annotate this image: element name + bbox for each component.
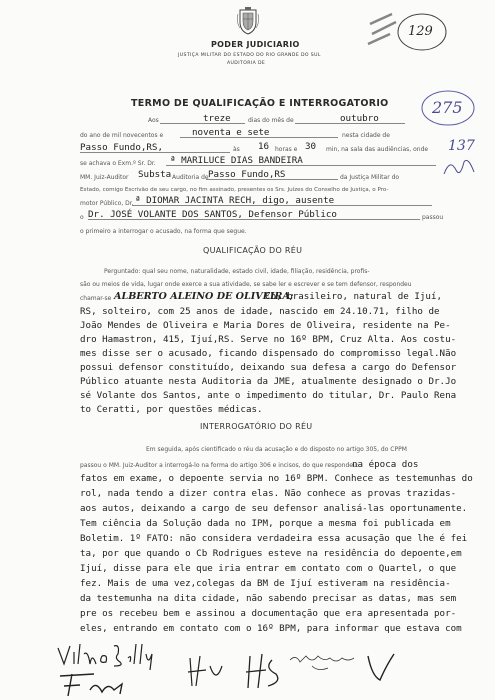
label-juiz: MM. Juiz-Auditor xyxy=(80,174,129,181)
division-name: AUDITORIA DE xyxy=(227,61,266,66)
stamp-number-mid: 275 xyxy=(432,98,463,117)
field-city: Passo Fundo,RS, xyxy=(80,142,163,153)
document-title: TERMO DE QUALIFICAÇÃO E INTERROGATORIO xyxy=(131,98,389,109)
interrog-line: rol, nada tendo a dizer contra elas. Não conhece as provas trazidas- xyxy=(80,488,457,499)
rule xyxy=(132,205,432,206)
intro-line-1: Em seguida, após cientificado o réu da acusação e do disposto no artigo 305, do CPPM xyxy=(146,446,407,453)
coat-of-arms-icon xyxy=(236,6,260,36)
label-auditoria: Auditoria de xyxy=(172,174,209,181)
field-juiz-tipo: Substa xyxy=(138,169,172,180)
mid-right-stamp xyxy=(418,88,478,128)
interrog-line: Boletim. 1º FATO: não considera verdadeira essa acusação que lhe é fei xyxy=(80,533,468,544)
rule xyxy=(166,165,436,166)
label-dias: dias do mês de xyxy=(248,117,294,124)
interrog-line: fatos em exame, o depoente servia no 16º BPM. Conhece as testemunhas do xyxy=(80,473,473,484)
field-defensor: Dr. JOSÉ VOLANTE DOS SANTOS, Defensor Público xyxy=(88,209,337,220)
interrog-line: fez. Mais de uma vez,colegas da BM de Ijuí estiveram na residência- xyxy=(80,578,451,589)
label-chamar-se: chamar-se xyxy=(80,295,112,302)
label-ano: do ano de mil novecentos e xyxy=(80,132,164,139)
section-heading-interrogatorio: INTERROGATÓRIO DO RÉU xyxy=(200,422,313,431)
qual-line: Cb, brasileiro, natural de Ijuí, xyxy=(265,291,443,302)
qual-line: dro Hamastron, 415, Ijuí,RS. Serve no 16º BPM, Cruz Alta. Aos costu- xyxy=(80,334,457,345)
rule xyxy=(180,137,338,138)
qual-line: Público atuante nesta Auditoria da JME, atualmente designado o Dr.Jo xyxy=(80,376,457,387)
field-auditoria-city: Passo Fundo,RS xyxy=(208,169,286,180)
field-year: noventa e sete xyxy=(192,127,270,138)
top-right-stamp xyxy=(362,4,452,64)
interrog-line: aos autos, deixando a cargo de seu defensor analisá-las oportunamente. xyxy=(80,503,468,514)
interrog-line: eles, entrando em contato com o 16º BPM, para informar que estava com xyxy=(80,623,462,634)
question-line-2: são ou meios de vida, lugar onde exerce a sua atividade, se sabe ler e escrever e se tem defensor, respondeu xyxy=(80,281,412,288)
interrog-line: da testemunha na dita cidade, não sabendo precisar as datas, mas sem xyxy=(80,593,457,604)
label-as: às xyxy=(233,146,240,153)
margin-number: 137 xyxy=(448,138,475,154)
handwritten-signatures xyxy=(50,636,450,698)
field-hours: 16 xyxy=(258,141,270,152)
label-passou: passou xyxy=(422,214,444,221)
label-promotor: motor Público, Dr. xyxy=(80,200,134,207)
interrog-line: na época dos xyxy=(352,459,419,470)
qual-line: to Ceratti, por questões médicas. xyxy=(80,404,263,415)
qual-line: João Mendes de Oliveira e Maria Dores de Oliveira, residente na Pe- xyxy=(80,320,451,331)
qual-line: sé Volante dos Santos, ante o impedimento do titular, Dr. Paulo Rena xyxy=(80,390,457,401)
field-day: treze xyxy=(203,113,231,124)
rule xyxy=(295,123,405,124)
label-horas: horas e xyxy=(275,146,298,153)
question-line-1: Perguntado: qual seu nome, naturalidade, estado civil, idade, filiação, residência, profis- xyxy=(104,268,370,275)
field-judge: ª MARILUCE DIAS BANDEIRA xyxy=(170,155,303,166)
text-estado: Estado, comigo Escrivão de seu cargo, no fim assinado, presentes os Srs. Juízes do Conselho de Justiça, o Pro- xyxy=(80,187,389,193)
qual-line: possui defensor constituído, deixando sua defesa a cargo do Defensor xyxy=(80,362,457,373)
rule xyxy=(88,219,420,220)
label-cidade: nesta cidade de xyxy=(342,132,390,139)
stamp-number-top: 129 xyxy=(408,24,433,39)
intro-line-2: passou o MM. Juiz-Auditor a interrogá-lo na forma do artigo 306 e incisos, do que respondeu: xyxy=(80,462,359,469)
rule xyxy=(206,179,338,180)
interrog-line: Tem ciência da Solução dada no IPM, porque a mesma foi publicada em xyxy=(80,518,451,529)
rule xyxy=(160,123,245,124)
label-achava: se achava o Exm.º Sr. Dr. xyxy=(80,160,156,167)
section-heading-qualificacao: QUALIFICAÇÃO DO RÉU xyxy=(203,246,303,255)
interrog-line: ta, por que quando o Cb Rodrigues esteve na residência do depoente,em xyxy=(80,548,462,559)
field-month: outubro xyxy=(340,113,379,124)
field-minutes: 30 xyxy=(305,141,317,152)
label-min: min, na sala das audiências, onde xyxy=(326,146,429,153)
authority-title: PODER JUDICIARIO xyxy=(211,40,300,49)
interrog-line: Ijuí, disse para ele que iria entrar em contato com o Quartel, o que xyxy=(80,563,457,574)
rule xyxy=(80,152,230,153)
field-promotor: ª DIOMAR JACINTA RECH, digo, ausente xyxy=(135,195,335,206)
label-o: o xyxy=(80,214,84,221)
stamp-marks-icon xyxy=(362,4,452,64)
defendant-name: ALBERTO ALEINO DE OLIVEIRA; xyxy=(114,291,294,302)
margin-initials-icon xyxy=(440,152,480,182)
court-name: JUSTIÇA MILITAR DO ESTADO DO RIO GRANDE DO SUL xyxy=(178,53,321,58)
label-aos: Aos xyxy=(148,117,159,124)
text-primeiro: o primeiro a interrogar o acusado, na forma que segue. xyxy=(80,228,247,235)
qual-line: RS, solteiro, com 25 anos de idade, nascido em 24.10.71, filho de xyxy=(80,306,440,317)
qual-line: mes disse ser o acusado, ficando dispensado do compromisso legal.Não xyxy=(80,348,457,359)
label-justica: da Justiça Militar do xyxy=(340,174,400,181)
interrog-line: pre os recebeu bem e assinou a documentação que era apresentada por- xyxy=(80,608,457,619)
